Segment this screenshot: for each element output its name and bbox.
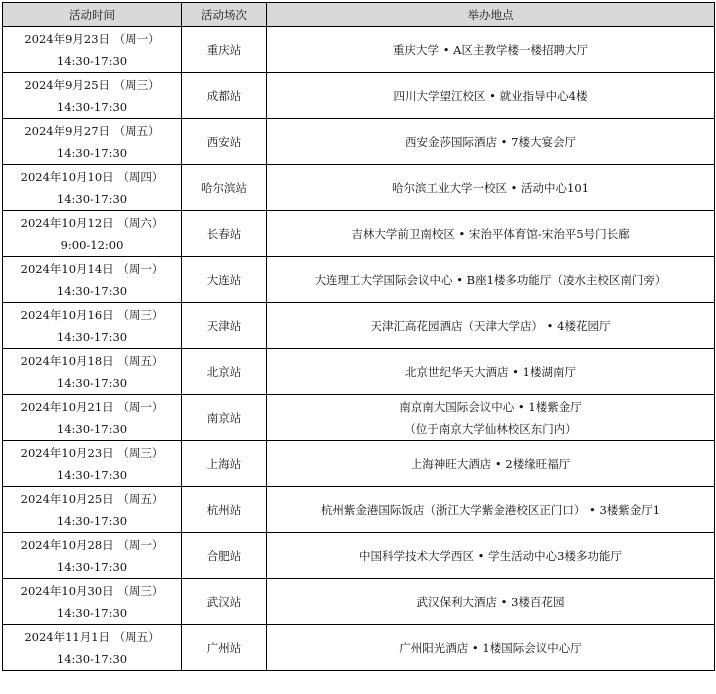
- cell-city: 合肥站: [182, 533, 267, 579]
- cell-time: [3, 119, 182, 165]
- venue-line: 哈尔滨工业大学一校区 • 活动中心101: [391, 180, 590, 195]
- venue-line: 天津汇高花园酒店（天津大学店） • 4楼花园厅: [370, 318, 611, 333]
- cell-city: 杭州站: [182, 487, 267, 533]
- cell-place: [267, 533, 715, 579]
- event-date: 2024年10月14日 （周一）: [20, 261, 164, 276]
- cell-time: [3, 625, 182, 671]
- table-row: [3, 441, 715, 487]
- cell-time: [3, 165, 182, 211]
- cell-time: [3, 27, 182, 73]
- table-header-row: [3, 3, 715, 27]
- event-hours: 14:30-17:30: [56, 559, 128, 574]
- event-hours: 14:30-17:30: [56, 421, 128, 436]
- venue-line: 北京世纪华天大酒店 • 1楼湖南厅: [405, 364, 576, 379]
- venue-line: 西安金莎国际酒店 • 7楼大宴会厅: [405, 134, 576, 149]
- table-row: [3, 27, 715, 73]
- event-hours: 14:30-17:30: [56, 513, 128, 528]
- cell-time: [3, 533, 182, 579]
- header-place: 举办地点: [267, 3, 715, 27]
- event-hours: 14:30-17:30: [56, 651, 128, 666]
- cell-city: 上海站: [182, 441, 267, 487]
- cell-time: [3, 349, 182, 395]
- venue-line: 上海神旺大酒店 • 2楼缘旺福厅: [410, 456, 571, 471]
- cell-city: 成都站: [182, 73, 267, 119]
- cell-city: 广州站: [182, 625, 267, 671]
- event-date: 2024年11月1日 （周五）: [24, 629, 160, 644]
- event-hours: 14:30-17:30: [56, 605, 128, 620]
- header-time: 活动时间: [3, 3, 182, 27]
- event-date: 2024年10月25日 （周五）: [20, 491, 164, 506]
- event-date: 2024年10月10日 （周四）: [20, 169, 164, 184]
- venue-line: 四川大学望江校区 • 就业指导中心4楼: [393, 88, 588, 103]
- venue-line: 大连理工大学国际会议中心 • B座1楼多功能厅（凌水主校区南门旁）: [314, 272, 667, 287]
- event-hours: 14:30-17:30: [56, 53, 128, 68]
- cell-place: [267, 625, 715, 671]
- cell-place: [267, 441, 715, 487]
- event-date: 2024年10月18日 （周五）: [20, 353, 164, 368]
- venue-line: 吉林大学前卫南校区 • 宋治平体育馆-宋治平5号门长廊: [351, 226, 630, 241]
- cell-place: [267, 303, 715, 349]
- event-date: 2024年10月30日 （周三）: [20, 583, 164, 598]
- event-hours: 14:30-17:30: [56, 191, 128, 206]
- event-date: 2024年9月23日 （周一）: [24, 31, 160, 46]
- venue-line: 杭州紫金港国际饭店（浙江大学紫金港校区正门口） • 3楼紫金厅1: [320, 502, 661, 517]
- table-row: [3, 303, 715, 349]
- cell-city: 西安站: [182, 119, 267, 165]
- event-date: 2024年10月28日 （周一）: [20, 537, 164, 552]
- cell-time: [3, 303, 182, 349]
- event-schedule-table: [2, 2, 715, 671]
- cell-city: 重庆站: [182, 27, 267, 73]
- venue-line: 武汉保利大酒店 • 3楼百花园: [416, 594, 565, 609]
- table-row: [3, 211, 715, 257]
- cell-time: [3, 257, 182, 303]
- table-row: [3, 257, 715, 303]
- event-hours: 14:30-17:30: [56, 375, 128, 390]
- cell-time: [3, 441, 182, 487]
- table-row: [3, 73, 715, 119]
- cell-place: [267, 119, 715, 165]
- cell-time: [3, 73, 182, 119]
- cell-place: [267, 211, 715, 257]
- cell-time: [3, 395, 182, 441]
- event-hours: 14:30-17:30: [56, 329, 128, 344]
- table-row: [3, 487, 715, 533]
- venue-line: 中国科学技术大学西区 • 学生活动中心3楼多功能厅: [359, 548, 622, 563]
- cell-city: 长春站: [182, 211, 267, 257]
- event-hours: 14:30-17:30: [56, 283, 128, 298]
- cell-place: [267, 487, 715, 533]
- table-body: [3, 27, 715, 671]
- cell-place: [267, 27, 715, 73]
- cell-city: 天津站: [182, 303, 267, 349]
- cell-time: [3, 579, 182, 625]
- table-row: [3, 533, 715, 579]
- table-row: [3, 395, 715, 441]
- venue-line: （位于南京大学仙林校区东门内）: [404, 421, 577, 436]
- cell-time: [3, 487, 182, 533]
- table-row: [3, 119, 715, 165]
- cell-city: 哈尔滨站: [182, 165, 267, 211]
- table-row: [3, 349, 715, 395]
- cell-city: 南京站: [182, 395, 267, 441]
- cell-place: [267, 165, 715, 211]
- cell-place: [267, 349, 715, 395]
- event-date: 2024年9月25日 （周三）: [24, 77, 160, 92]
- venue-line: 广州阳光酒店 • 1楼国际会议中心厅: [399, 640, 582, 655]
- cell-time: [3, 211, 182, 257]
- cell-city: 武汉站: [182, 579, 267, 625]
- cell-place: [267, 579, 715, 625]
- venue-line: 重庆大学 • A区主教学楼一楼招聘大厅: [393, 42, 588, 57]
- event-hours: 14:30-17:30: [56, 145, 128, 160]
- event-date: 2024年10月12日 （周六）: [20, 215, 164, 230]
- event-hours: 9:00-12:00: [60, 237, 124, 252]
- cell-place: [267, 395, 715, 441]
- event-date: 2024年10月23日 （周三）: [20, 445, 164, 460]
- event-hours: 14:30-17:30: [56, 467, 128, 482]
- venue-line: 南京南大国际会议中心 • 1楼紫金厅: [399, 399, 582, 414]
- table-row: [3, 625, 715, 671]
- event-date: 2024年10月16日 （周三）: [20, 307, 164, 322]
- event-date: 2024年10月21日 （周一）: [20, 399, 164, 414]
- cell-place: [267, 73, 715, 119]
- header-city: 活动场次: [182, 3, 267, 27]
- event-hours: 14:30-17:30: [56, 99, 128, 114]
- table-row: [3, 579, 715, 625]
- table-row: [3, 165, 715, 211]
- cell-city: 北京站: [182, 349, 267, 395]
- event-date: 2024年9月27日 （周五）: [24, 123, 160, 138]
- cell-city: 大连站: [182, 257, 267, 303]
- cell-place: [267, 257, 715, 303]
